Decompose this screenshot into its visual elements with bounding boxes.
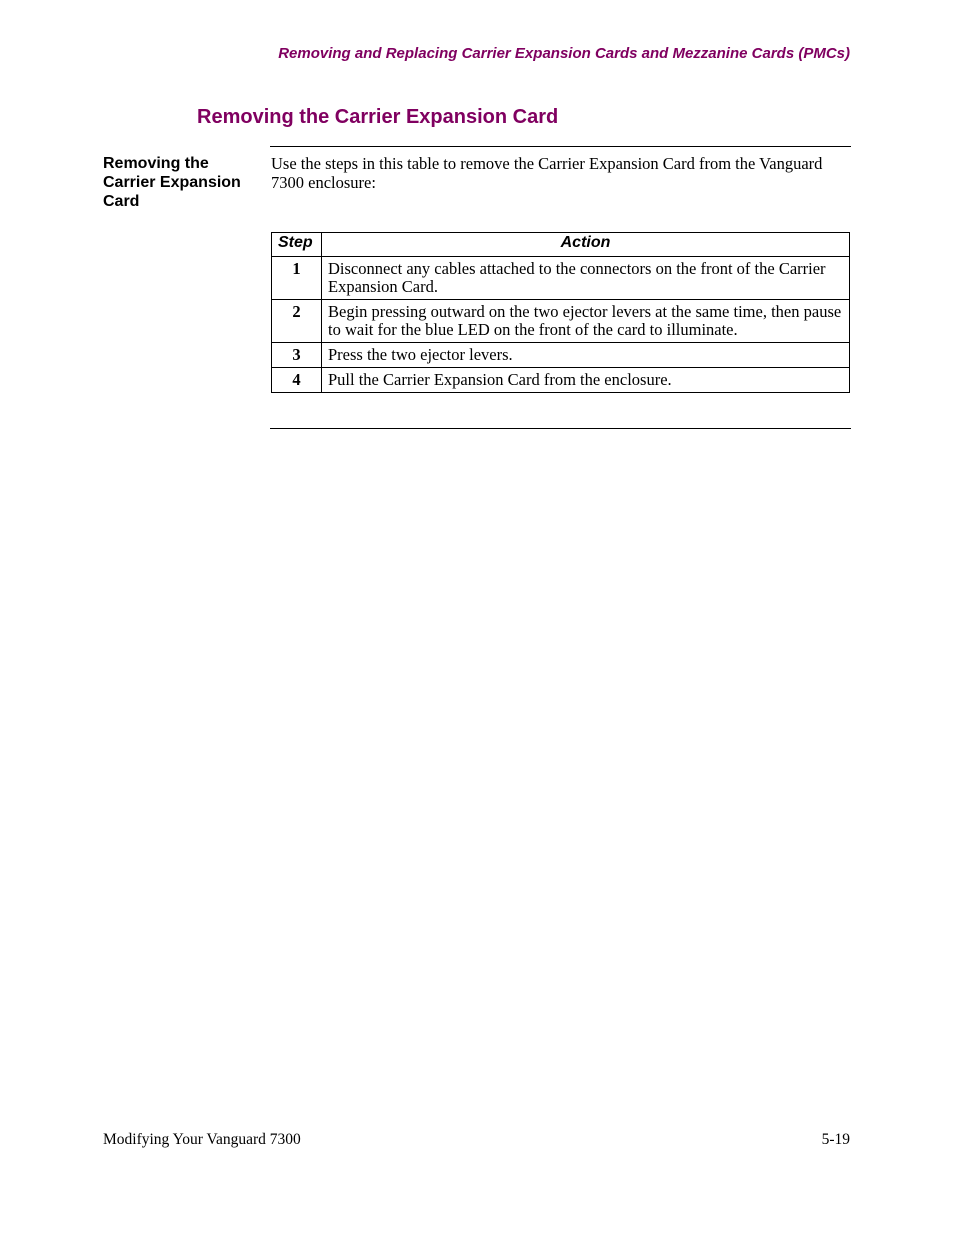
table-header-row bbox=[272, 233, 850, 257]
action-column-header: Action bbox=[322, 233, 850, 257]
table-row bbox=[272, 368, 850, 393]
step-number: 1 bbox=[272, 257, 322, 300]
step-action: Disconnect any cables attached to the connectors on the front of the Carrier Expansion Card. bbox=[322, 257, 850, 300]
table-row bbox=[272, 257, 850, 300]
side-heading: Removing the Carrier Expansion Card bbox=[103, 155, 241, 210]
section-title: Removing the Carrier Expansion Card bbox=[197, 106, 559, 128]
intro-paragraph: Use the steps in this table to remove the Carrier Expansion Card from the Vanguard 7300 enclosure: bbox=[271, 154, 823, 192]
footer-document-title: Modifying Your Vanguard 7300 bbox=[103, 1131, 301, 1148]
step-number: 4 bbox=[272, 368, 322, 393]
section-divider-bottom bbox=[270, 428, 851, 429]
step-column-header: Step bbox=[272, 233, 322, 257]
steps-table bbox=[271, 232, 850, 393]
step-action: Begin pressing outward on the two ejector levers at the same time, then pause to wait for the blue LED on the front of the card to illuminate. bbox=[322, 300, 850, 343]
footer-page-number: 5-19 bbox=[821, 1131, 850, 1148]
step-action: Press the two ejector levers. bbox=[322, 343, 850, 368]
table-row bbox=[272, 343, 850, 368]
step-number: 2 bbox=[272, 300, 322, 343]
running-header: Removing and Replacing Carrier Expansion Cards and Mezzanine Cards (PMCs) bbox=[278, 45, 850, 62]
table-row bbox=[272, 300, 850, 343]
step-action: Pull the Carrier Expansion Card from the enclosure. bbox=[322, 368, 850, 393]
section-divider-top bbox=[270, 146, 851, 147]
step-number: 3 bbox=[272, 343, 322, 368]
